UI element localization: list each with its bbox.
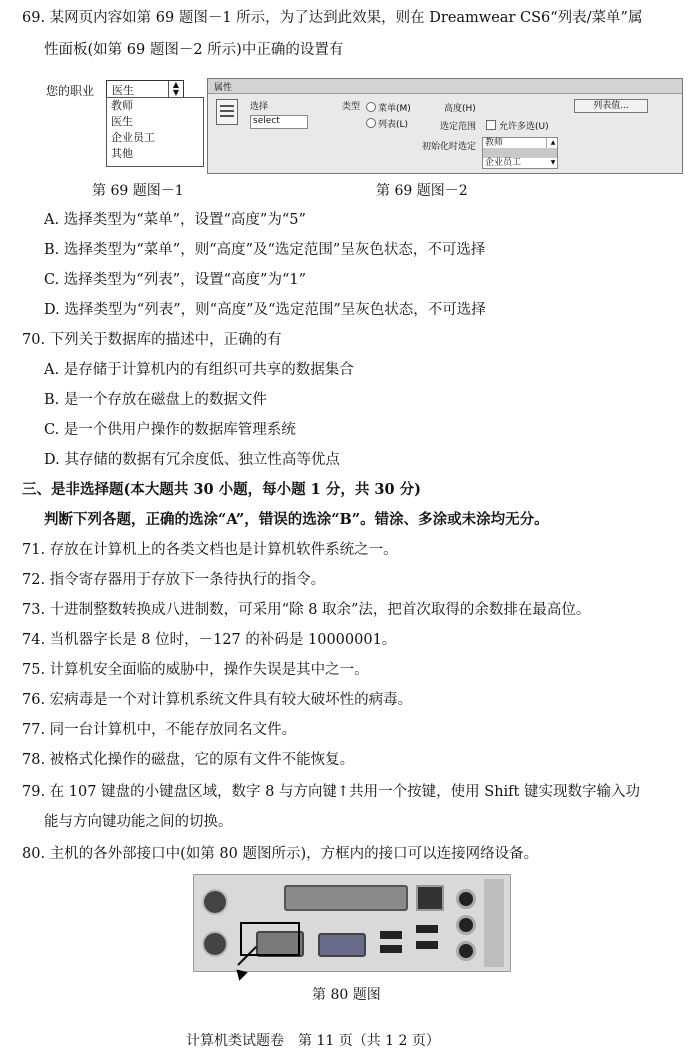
parallel-port-icon (284, 885, 408, 911)
q69-option-c: C. 选择类型为“列表”，设置“高度”为“1” (44, 272, 306, 288)
select-label: 选择 (250, 102, 269, 112)
q69-option-a: A. 选择类型为“菜单”，设置“高度”为“5” (44, 212, 306, 228)
dropdown-option[interactable]: 其他 (111, 147, 133, 160)
audio-jack-icon (456, 941, 476, 961)
q69-stem-line1: 69. 某网页内容如第 69 题图－1 所示，为了达到此效果，则在 Dreamwear CS6“列表/菜单”属 (22, 10, 643, 26)
occupation-select[interactable] (106, 80, 184, 98)
item-78: 78. 被格式化操作的磁盘，它的原有文件不能恢复。 (22, 752, 355, 768)
figure-80-caption: 第 80 题图 (312, 987, 381, 1003)
item-79-line2: 能与方向键功能之间的切换。 (44, 814, 233, 830)
list-item[interactable]: 企业员工 (485, 158, 522, 168)
usb-port-icon (380, 931, 402, 939)
q70-stem: 70. 下列关于数据库的描述中，正确的有 (22, 332, 282, 348)
usb-port-icon (380, 945, 402, 953)
ethernet-port-icon (416, 885, 444, 911)
list-item[interactable]: 教师 (485, 138, 504, 148)
usb-port-icon (416, 941, 438, 949)
dropdown-option[interactable]: 医生 (111, 115, 133, 128)
panel-edge (484, 879, 504, 967)
usb-port-icon (416, 925, 438, 933)
ps2-port-icon (202, 889, 228, 915)
select-name-input[interactable] (250, 115, 308, 129)
select-name-value: select (253, 116, 280, 126)
type-list-radio[interactable] (366, 117, 408, 130)
spinner-arrows-icon: ▲ ▼ (168, 81, 183, 97)
type-list-label: 列表(L) (378, 120, 409, 130)
occupation-selected-value: 医生 (112, 84, 134, 97)
allow-multi-label: 允许多选(U) (499, 122, 549, 132)
q70-option-c: C. 是一个供用户操作的数据库管理系统 (44, 422, 296, 438)
q69-option-d: D. 选择类型为“列表”，则“高度”及“选定范围”呈灰色状态，不可选择 (44, 302, 486, 318)
type-menu-radio[interactable] (366, 101, 411, 114)
type-label: 类型 (342, 102, 361, 112)
dropdown-option[interactable]: 企业员工 (111, 131, 155, 144)
item-74: 74. 当机器字长是 8 位时，－127 的补码是 10000001。 (22, 632, 397, 648)
item-76: 76. 宏病毒是一个对计算机系统文件具有较大破坏性的病毒。 (22, 692, 413, 708)
audio-jack-icon (456, 915, 476, 935)
figure-69-1 (46, 78, 206, 170)
item-71: 71. 存放在计算机上的各类文档也是计算机软件系统之一。 (22, 542, 398, 558)
q69-option-b: B. 选择类型为“菜单”，则“高度”及“选定范围”呈灰色状态，不可选择 (44, 242, 486, 258)
page-footer: 计算机类试题卷 第 11 页（共 1 2 页） (186, 1033, 440, 1049)
item-79-line1: 79. 在 107 键盘的小键盘区域，数字 8 与方向键↑共用一个按键，使用 Shift 键实现数字输入功 (22, 784, 640, 800)
q69-stem-line2: 性面板(如第 69 题图－2 所示)中正确的设置有 (44, 42, 344, 58)
q70-option-b: B. 是一个存放在磁盘上的数据文件 (44, 392, 267, 408)
height-label: 高度(H) (444, 104, 476, 114)
audio-jack-icon (456, 889, 476, 909)
allow-multi-checkbox[interactable] (486, 119, 549, 132)
item-75: 75. 计算机安全面临的威胁中，操作失误是其中之一。 (22, 662, 369, 678)
occupation-label: 您的职业 (46, 84, 95, 98)
figure-69-1-caption: 第 69 题图－1 (92, 183, 184, 199)
q70-option-d: D. 其存储的数据有冗余度低、独立性高等优点 (44, 452, 340, 468)
item-77: 77. 同一台计算机中，不能存放同名文件。 (22, 722, 297, 738)
section3-instruction: 判断下列各题，正确的选涂“A”，错误的选涂“B”。错涂、多涂或未涂均无分。 (44, 511, 549, 528)
figure-69-2-properties-panel (207, 78, 683, 174)
vga-port-icon (318, 933, 366, 957)
occupation-dropdown-list (106, 97, 204, 167)
scrollbar-arrows-icon[interactable]: ▲ ▼ (546, 138, 557, 148)
init-selected-list[interactable] (482, 137, 558, 169)
list-values-button[interactable]: 列表值... (574, 99, 648, 113)
item-73: 73. 十进制整数转换成八进制数，可采用“除 8 取余”法，把首次取得的余数排在最高位。 (22, 602, 591, 618)
panel-title: 属性 (214, 83, 233, 93)
figure-69-2-caption: 第 69 题图－2 (376, 183, 468, 199)
type-menu-label: 菜单(M) (378, 104, 411, 114)
ps2-port-icon (202, 931, 228, 957)
section3-title: 三、是非选择题(本大题共 30 小题，每小题 1 分，共 30 分) (22, 481, 421, 498)
dropdown-option[interactable]: 教师 (111, 99, 133, 112)
item-80-stem: 80. 主机的各外部接口中(如第 80 题图所示)，方框内的接口可以连接网络设备。 (22, 846, 539, 862)
list-menu-icon (216, 99, 238, 125)
range-label: 选定范围 (440, 122, 477, 132)
q70-option-a: A. 是存储于计算机内的有组织可共享的数据集合 (44, 362, 354, 378)
init-selected-label: 初始化时选定 (422, 142, 477, 152)
list-item[interactable] (483, 148, 557, 158)
item-72: 72. 指令寄存器用于存放下一条待执行的指令。 (22, 572, 326, 588)
panel-header (208, 79, 682, 94)
